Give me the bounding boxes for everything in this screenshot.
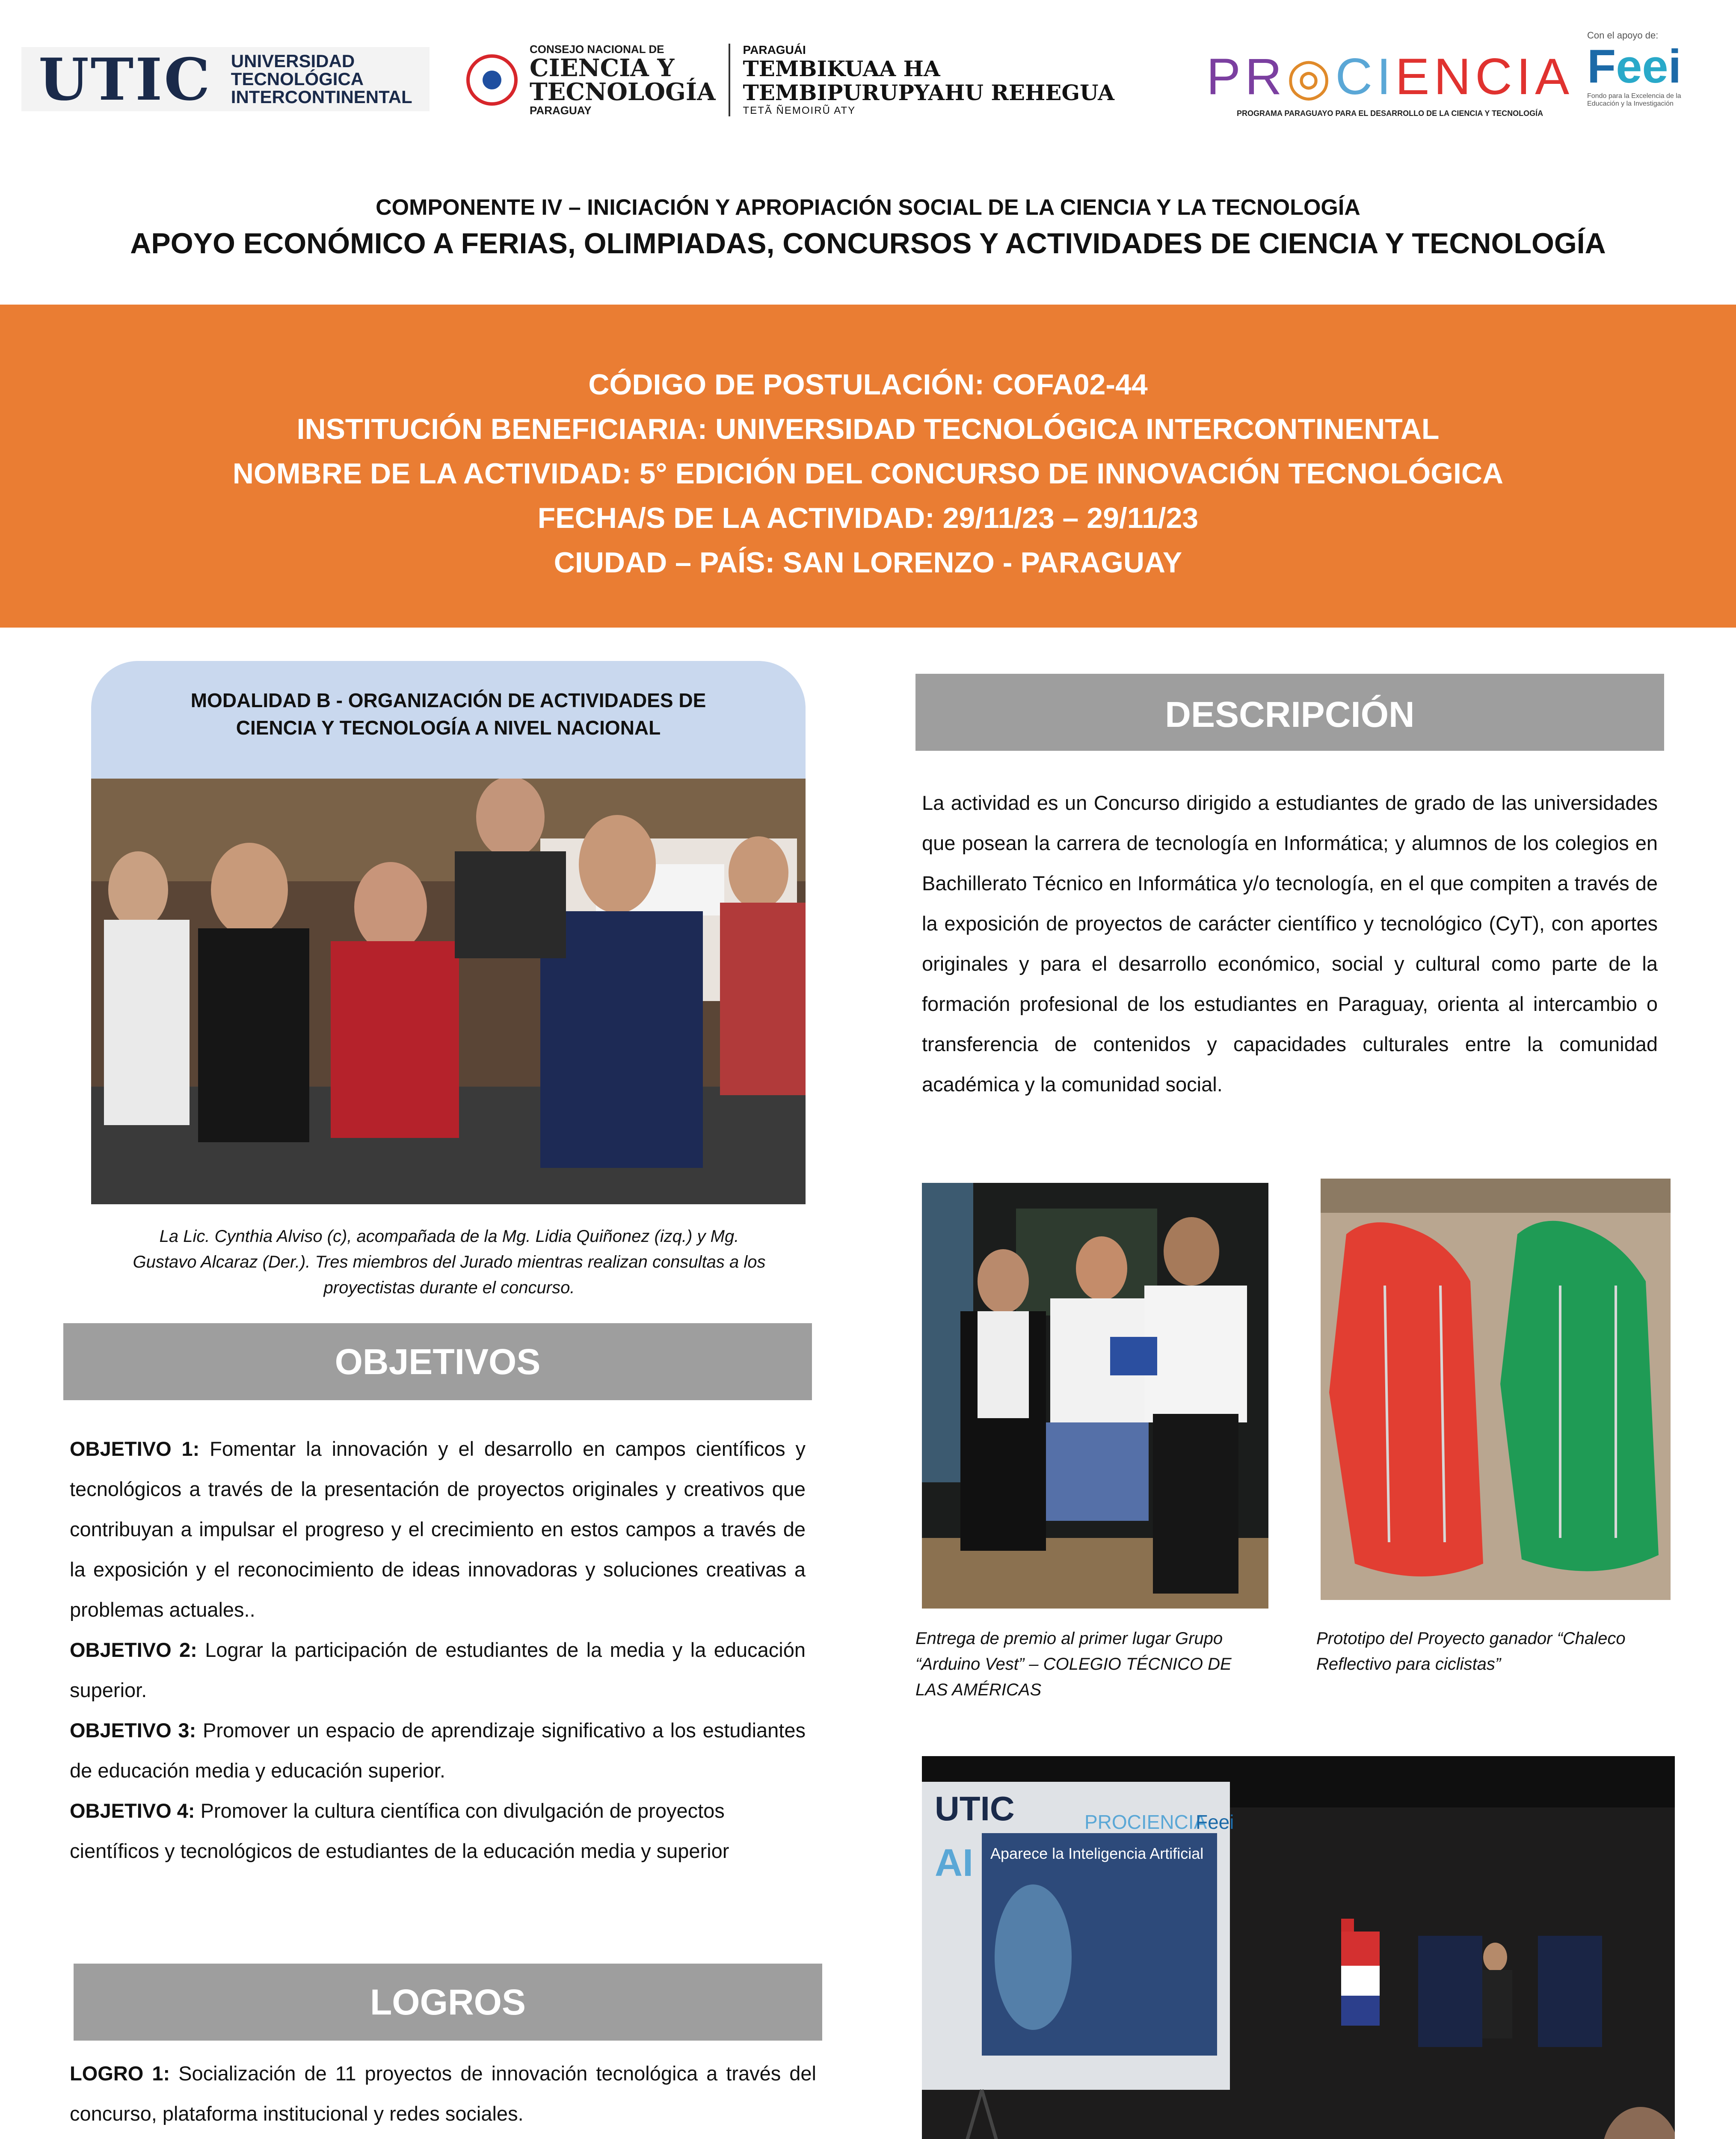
- slide-ai: AI: [935, 1842, 973, 1884]
- utic-logo-mark: UTIC: [39, 45, 212, 113]
- paraguay-seal-icon: [466, 54, 518, 106]
- tembikuaa-line: TEMBIPURUPYAHU REHEGUA: [743, 80, 1114, 105]
- slide-brand: UTIC: [935, 1789, 1015, 1828]
- tembikuaa-line: TETÃ ÑEMOIRŨ ATY: [743, 105, 856, 116]
- logro-label: LOGRO 1:: [70, 2062, 170, 2085]
- prototype-photo: [1321, 1179, 1671, 1600]
- logros-header: LOGROS: [74, 1964, 822, 2041]
- caption-line: Gustavo Alcaraz (Der.). Tres miembros del Jurado mientras realizan consultas a los: [133, 1253, 766, 1271]
- objetivo-text: Fomentar la innovación y el desarrollo en campos científicos y tecnológicos a través de la presentación de proyectos originales y creativos que contribuyan a impulsar el progreso y el crecimiento en estos campos a través de la exposición y el reconocimiento de ideas innovadoras y soluciones creativas a problemas actuales..: [70, 1437, 806, 1621]
- objetivo-item: [70, 1710, 806, 1791]
- logros-list: [70, 2053, 816, 2139]
- award-photo-caption: [915, 1626, 1283, 1703]
- objetivo-label: OBJETIVO 4:: [70, 1799, 195, 1822]
- prociencia-logo: [1206, 47, 1573, 118]
- lecture-photo: [922, 1756, 1675, 2139]
- logro-text: Socialización de 11 proyectos de innovación tecnológica a través del concurso, plataforma institucional y redes sociales.: [70, 2062, 816, 2125]
- conacyt-line: PARAGUAY: [530, 104, 592, 117]
- postulation-code: CÓDIGO DE POSTULACIÓN: COFA02-44: [588, 368, 1148, 401]
- objetivo-label: OBJETIVO 3:: [70, 1719, 196, 1742]
- descripcion-text: La actividad es un Concurso dirigido a estudiantes de grado de las universidades que posean la carrera de tecnología en Informática; y alumnos de los colegios en Bachillerato Técnico en Informática y/o tecnología, en el que compiten a través de la exposición de proyectos de carácter científico y tecnológico (CyT), con aportes originales y para el desarrollo económico, social y cultural como parte de la formación profesional de los estudiantes en Paraguay, orienta al intercambio o transferencia de contenidos y capacidades culturales entre la comunidad académica y la comunidad social.: [922, 791, 1658, 1096]
- utic-logo-name: [231, 52, 412, 106]
- objetivo-label: OBJETIVO 1:: [70, 1437, 200, 1460]
- caption-line: Entrega de premio al primer lugar Grupo: [915, 1629, 1223, 1648]
- activity-info-band: [0, 305, 1736, 628]
- activity-dates: FECHA/S DE LA ACTIVIDAD: 29/11/23 – 29/11/23: [537, 502, 1199, 534]
- logo-bar: [0, 0, 1736, 141]
- conacyt-line: TECNOLOGÍA: [530, 78, 716, 106]
- tembikuaa-line: PARAGUÁI: [743, 43, 806, 56]
- utic-logo: [21, 47, 430, 111]
- objetivo-item: [70, 1630, 806, 1710]
- caption-line: proyectistas durante el concurso.: [323, 1278, 575, 1297]
- city-country: CIUDAD – PAÍS: SAN LORENZO - PARAGUAY: [554, 546, 1182, 579]
- page-title: APOYO ECONÓMICO A FERIAS, OLIMPIADAS, CONCURSOS Y ACTIVIDADES DE CIENCIA Y TECNOLOGÍA: [130, 227, 1606, 260]
- modalidad-header: [91, 661, 806, 779]
- objetivo-text: Lograr la participación de estudiantes de la media y la educación superior.: [70, 1638, 806, 1701]
- prociencia-logo-mark: PR◎CIENCIA: [1206, 48, 1574, 105]
- jury-photo: [91, 779, 806, 1204]
- conacyt-logo-text: [530, 43, 716, 117]
- award-photo: [922, 1183, 1268, 1609]
- component-heading: COMPONENTE IV – INICIACIÓN Y APROPIACIÓN SOCIAL DE LA CIENCIA Y LA TECNOLOGÍA: [376, 195, 1360, 220]
- tembikuaa-logo-text: [743, 43, 1114, 117]
- utic-name-line: UNIVERSIDAD: [231, 51, 355, 71]
- objetivo-item: [70, 1791, 806, 1871]
- utic-name-line: TECNOLÓGICA: [231, 69, 364, 89]
- prototype-photo-caption: [1316, 1626, 1701, 1677]
- modalidad-line: CIENCIA Y TECNOLOGÍA A NIVEL NACIONAL: [236, 717, 661, 739]
- logro-item: [70, 2134, 816, 2139]
- logro-item: [70, 2053, 816, 2134]
- tembikuaa-line: TEMBIKUAA HA: [743, 56, 940, 81]
- conacyt-logo: [466, 43, 1114, 117]
- caption-line: Reflectivo para ciclistas”: [1316, 1655, 1501, 1674]
- caption-line: La Lic. Cynthia Alviso (c), acompañada de la Mg. Lidia Quiñonez (izq.) y Mg.: [159, 1227, 739, 1246]
- feei-tagline: Fondo para la Excelencia de la Educación y la Investigación: [1587, 92, 1681, 107]
- slide-prociencia: PROCIENCIA: [1084, 1811, 1207, 1833]
- conacyt-line: CIENCIA Y: [530, 54, 675, 82]
- prociencia-tagline: PROGRAMA PARAGUAYO PARA EL DESARROLLO DE LA CIENCIA Y TECNOLOGÍA: [1237, 109, 1543, 118]
- objetivo-text: Promover la cultura científica con divulgación de proyectos científicos y tecnológicos de estudiantes de la educación media y superior: [70, 1799, 729, 1862]
- caption-line: LAS AMÉRICAS: [915, 1680, 1042, 1699]
- slide-subtitle: Aparece la Inteligencia Artificial: [990, 1845, 1204, 1862]
- feei-logo: [1587, 30, 1681, 108]
- feei-logo-mark: Feei: [1587, 40, 1682, 93]
- feei-support-label: Con el apoyo de:: [1587, 30, 1659, 41]
- logo-divider: [729, 44, 730, 116]
- conacyt-line: CONSEJO NACIONAL DE: [530, 43, 664, 56]
- beneficiary-institution: INSTITUCIÓN BENEFICIARIA: UNIVERSIDAD TECNOLÓGICA INTERCONTINENTAL: [296, 413, 1440, 445]
- caption-line: Prototipo del Proyecto ganador “Chaleco: [1316, 1629, 1626, 1648]
- objetivos-list: [70, 1429, 806, 1871]
- objetivo-item: [70, 1429, 806, 1630]
- modalidad-line: MODALIDAD B - ORGANIZACIÓN DE ACTIVIDADES DE: [190, 689, 706, 711]
- activity-name: NOMBRE DE LA ACTIVIDAD: 5° EDICIÓN DEL CONCURSO DE INNOVACIÓN TECNOLÓGICA: [232, 457, 1504, 490]
- jury-photo-caption: [64, 1224, 834, 1301]
- caption-line: “Arduino Vest” – COLEGIO TÉCNICO DE: [915, 1655, 1232, 1674]
- objetivos-header: OBJETIVOS: [63, 1323, 812, 1400]
- objetivo-label: OBJETIVO 2:: [70, 1638, 197, 1661]
- descripcion-header: DESCRIPCIÓN: [915, 674, 1664, 751]
- utic-name-line: INTERCONTINENTAL: [231, 87, 412, 107]
- slide-feei: Feei: [1196, 1811, 1234, 1833]
- objetivo-text: Promover un espacio de aprendizaje significativo a los estudiantes de educación media y educación superior.: [70, 1719, 806, 1782]
